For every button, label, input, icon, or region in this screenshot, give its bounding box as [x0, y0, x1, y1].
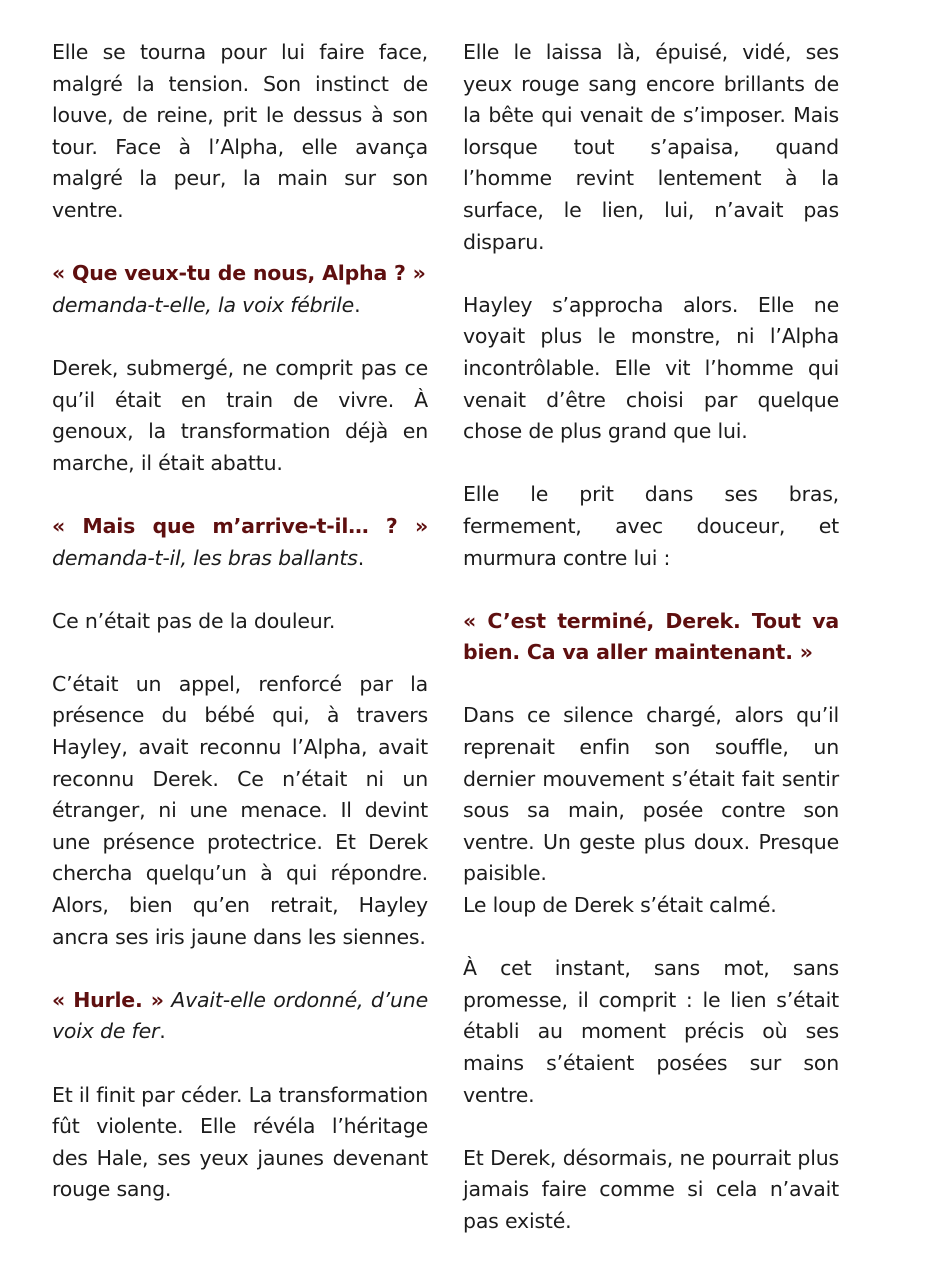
dialogue-punctuation: . [357, 545, 365, 570]
paragraph-transformation: Et il finit par céder. La transformation fût violente. Elle révéla l’héritage des Hale, ses yeux jaunes devenant rouge sang. [52, 1082, 429, 1202]
dialogue-tag: Avait-elle ordonné, d’une voix de fer [52, 987, 428, 1044]
dialogue-tag: demanda-t-elle, la voix fébrile [52, 292, 355, 317]
dialogue-line: « Que veux-tu de nous, Alpha ? » [52, 261, 426, 286]
paragraph-an-appeal: C’était un appel, renforcé par la présence du bébé qui, à travers Hayley, avait reconnu l’Alpha, avait reconnu Derek. Ce n’était ni un étranger, ni une menace. Il devint une présence protectrice. Et Derek chercha quelqu’un à qui répondre. Alors, bien qu’en retrait, Hayley ancra ses iris jaune dans les siennes. [52, 671, 428, 949]
paragraph-at-this-instant: À cet instant, sans mot, sans promesse, il comprit : le lien s’était établi au moment précis où ses mains s’étaient posées sur son ventre. [463, 956, 839, 1107]
dialogue-punctuation: . [354, 292, 361, 317]
dialogue-que-veux-tu [52, 258, 428, 321]
dialogue-tag: demanda-t-il, les bras ballants [52, 545, 358, 570]
paragraph-derek-submerged: Derek, submergé, ne comprit pas ce qu’il était en train de vivre. À genoux, la transformation déjà en marche, il était abattu. [52, 355, 428, 475]
dialogue-cest-termine: « C’est terminé, Derek. Tout va bien. Ca va aller maintenant. » [463, 608, 839, 665]
paragraph-text: Le loup de Derek s’était calmé. [463, 893, 777, 918]
left-column [52, 37, 428, 1238]
dialogue-hurle [52, 985, 428, 1048]
paragraph-charged-silence [463, 700, 839, 921]
paragraph-derek-henceforth: Et Derek, désormais, ne pourrait plus jamais faire comme si cela n’avait pas existé. [463, 1145, 839, 1233]
dialogue-line: « Mais que m’arrive-t-il… ? » [52, 513, 428, 538]
paragraph-not-pain: Ce n’était pas de la douleur. [52, 608, 336, 633]
dialogue-mais-que [52, 511, 428, 574]
paragraph-hayley-approached: Hayley s’approcha alors. Elle ne voyait plus le monstre, ni l’Alpha incontrôlable. Elle vit l’homme qui venait d’être choisi par quelque chose de plus grand que lui. [463, 292, 839, 444]
dialogue-punctuation: . [159, 1019, 166, 1044]
right-column [463, 37, 839, 1269]
paragraph-text: Dans ce silence chargé, alors qu’il reprenait enfin son souffle, un dernier mouvement s’était fait sentir sous sa main, posée contre son ventre. Un geste plus doux. Presque paisible. [463, 703, 839, 886]
dialogue-line: « Hurle. » [52, 987, 164, 1012]
paragraph-turn-to-face: Elle se tourna pour lui faire face, malgré la tension. Son instinct de louve, de reine, prit le dessus à son tour. Face à l’Alpha, elle avança malgré la peur, la main sur son ventre. [52, 40, 428, 222]
paragraph-left-him-there: Elle le laissa là, épuisé, vidé, ses yeux rouge sang encore brillants de la bête qui venait de s’imposer. Mais lorsque tout s’apaisa, quand l’homme revint lentement à la surface, le lien, lui, n’avait pas disparu. [463, 40, 839, 254]
paragraph-took-him-in-arms: Elle le prit dans ses bras, fermement, avec douceur, et murmura contre lui : [463, 482, 839, 570]
